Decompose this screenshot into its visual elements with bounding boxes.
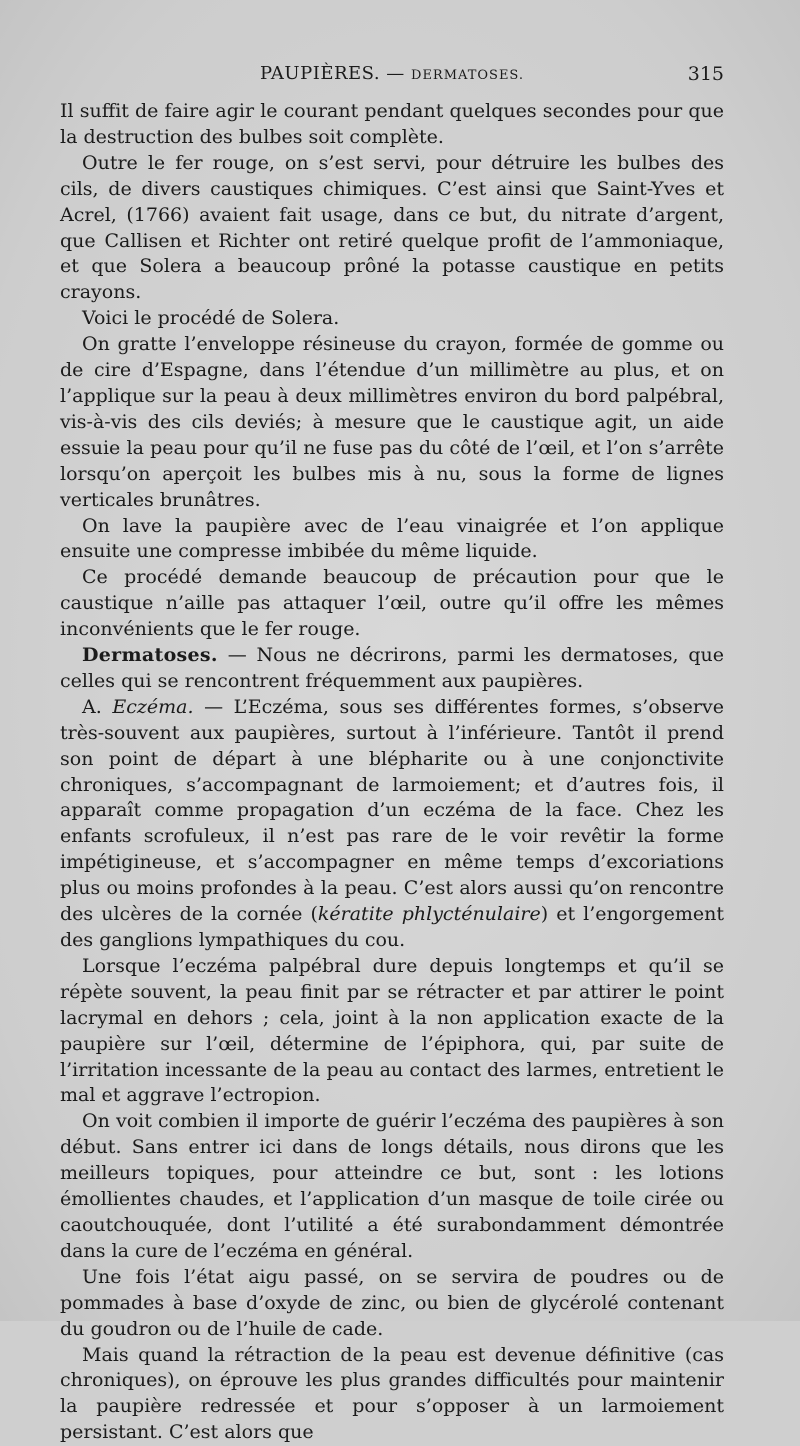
subsection-heading: Eczéma. [112,696,193,718]
paragraph: Il suffit de faire agir le courant pendant quelques secondes pour que la destruction des bulbes soit complète. [60,99,724,151]
running-title-main: PAUPIÈRES. — [260,63,411,84]
page-number: 315 [688,63,724,85]
body-text [60,99,724,1446]
paragraph: On gratte l’enveloppe résineuse du crayon, formée de gomme ou de cire d’Espagne, dans l’étendue d’un millimètre au plus, et on l’applique sur la peau à deux millimètres environ du bord palpébral, vis-à-vis des cils deviés; à mesure que le caustique agit, un aide essuie la peau pour qu’il ne fuse pas du côté de l’œil, et l’on s’arrête lorsqu’on aperçoit les bulbes mis à nu, sous la forme de lignes verticales brunâtres. [60,332,724,513]
italic-term: kératite phlycténulaire [318,903,541,925]
paragraph: On voit combien il importe de guérir l’eczéma des paupières à son début. Sans entrer ici dans de longs détails, nous dirons que les meilleurs topiques, pour atteindre ce but, sont : les lotions émollientes chaudes, et l’application d’un masque de toile cirée ou caoutchouquée, dont l’utilité a été surabondamment démontrée dans la cure de l’eczéma en général. [60,1109,724,1264]
paragraph: Mais quand la rétraction de la peau est devenue définitive (cas chroniques), on éprouve les plus grandes difficultés pour maintenir la paupière redressée et pour s’opposer à un larmoiement persistant. C’est alors que [60,1343,724,1446]
paragraph: Lorsque l’eczéma palpébral dure depuis longtemps et qu’il se répète souvent, la peau finit par se rétracter et par attirer le point lacrymal en dehors ; cela, joint à la non application exacte de la paupière sur l’œil, détermine de l’épiphora, qui, par suite de l’irritation incessante de la peau au contact des larmes, entretient le mal et aggrave l’ectropion. [60,954,724,1109]
paragraph: Ce procédé demande beaucoup de précaution pour que le caustique n’aille pas attaquer l’œil, outre qu’il offre les mêmes inconvénients que le fer rouge. [60,565,724,643]
section-heading: Dermatoses. [82,644,218,666]
paragraph-text: — L’Eczéma, sous ses différentes formes, s’observe très-souvent aux paupières, surtout à l’inférieure. Tantôt il prend son point de départ à une blépharite ou à une conjonctivite chroniques, s’accompagnant de larmoiement; et d’autres fois, il apparaît comme propagation d’un eczéma de la face. Chez les enfants scrofuleux, il n’est pas rare de le voir revêtir la forme impétigineuse, et s’accompagner en même temps d’excoriations plus ou moins profondes à la peau. C’est alors aussi qu’on rencontre des ulcères de la cornée ( [60,696,724,925]
paragraph: Outre le fer rouge, on s’est servi, pour détruire les bulbes des cils, de divers caustiques chimiques. C’est ainsi que Saint-Yves et Acrel, (1766) avaient fait usage, dans ce but, du nitrate d’argent, que Callisen et Richter ont retiré quelque profit de l’ammoniaque, et que Solera a beaucoup prôné la potasse caustique en petits crayons. [60,151,724,306]
running-title [60,63,724,84]
paragraph: On lave la paupière avec de l’eau vinaigrée et l’on applique ensuite une compresse imbibée du même liquide. [60,514,724,566]
paragraph: Voici le procédé de Solera. [60,306,724,332]
paragraph-dermatoses [60,643,724,695]
paragraph-text-end: ) et l’engorgement des ganglions lympathiques du cou. [60,903,724,951]
paragraph-eczema [60,695,724,954]
paragraph-text: — Nous ne décrirons, parmi les dermatoses, que celles qui se rencontrent fréquemment aux paupières. [60,644,724,692]
subsection-label: A. [82,696,112,718]
running-title-section: DERMATOSES. [411,68,524,83]
paragraph: Une fois l’état aigu passé, on se servira de poudres ou de pommades à base d’oxyde de zinc, ou bien de glycérolé contenant du goudron ou de l’huile de cade. [60,1265,724,1343]
running-header [60,63,724,89]
